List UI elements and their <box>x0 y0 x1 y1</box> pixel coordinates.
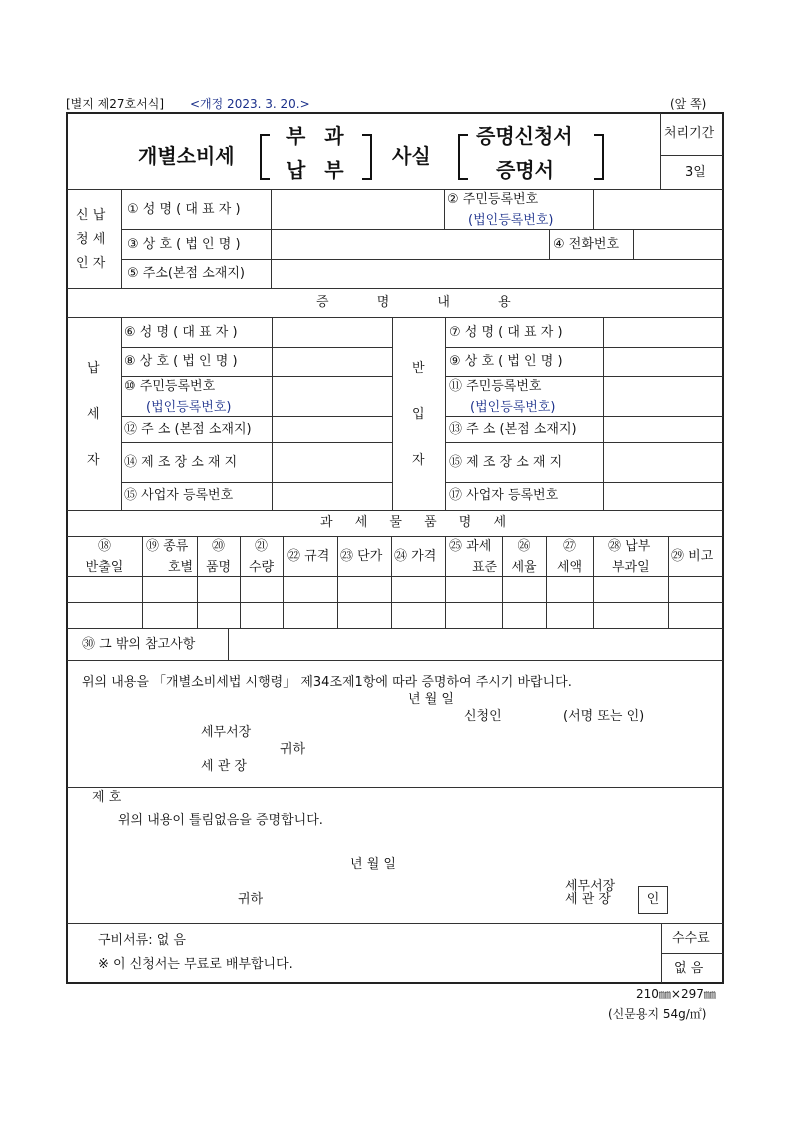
title-option-certificate: 증명서 <box>496 158 554 182</box>
col-header-qty: 수량 <box>248 560 275 575</box>
applicant-sign-label: 신청인 <box>464 709 502 724</box>
applicant-phone-field[interactable] <box>635 231 722 258</box>
required-documents: 구비서류: 없 음 <box>98 933 186 948</box>
taxpayer-section-label-3: 자 <box>87 453 100 468</box>
taxpayer-corp-regno-label: (법인등록번호) <box>146 400 232 415</box>
col-header-tax-rate: 세율 <box>511 560 537 575</box>
free-distribution-note: ※ 이 신청서는 무료로 배부합니다. <box>98 957 293 972</box>
title-bracket-left-1 <box>260 134 270 180</box>
importer-bizno-field[interactable] <box>605 484 722 509</box>
processing-period-value: 3일 <box>685 165 706 180</box>
col-header-tax-amount-no: ㉗ <box>562 539 576 554</box>
col-header-item-no: ⑳ <box>211 539 225 554</box>
request-statement: 위의 내용을 「개별소비세법 시행령」 제34조제1항에 따라 증명하여 주시기 바랍니다. <box>82 675 572 690</box>
importer-address-field[interactable] <box>605 418 722 441</box>
cert-statement: 위의 내용이 틀림없음을 증명합니다. <box>118 813 323 828</box>
processing-period-label: 처리기간 <box>664 126 715 141</box>
applicant-section-label-2: 청 세 <box>76 232 106 247</box>
revision-date: <개정 2023. 3. 20.> <box>190 97 310 111</box>
items-row-2[interactable] <box>67 603 723 628</box>
col-header-remarks: ㉙ 비고 <box>671 549 714 564</box>
paper-type: (신문용지 54g/㎡) <box>608 1007 707 1021</box>
col-header-tax-base-no: ㉕ 과세 <box>449 539 492 554</box>
applicant-section-label-3: 인 자 <box>76 256 106 271</box>
importer-regno-field[interactable] <box>605 378 722 415</box>
importer-bizno-label: ⑰ 사업자 등록번호 <box>449 488 559 503</box>
applicant-name-field[interactable] <box>273 191 443 228</box>
col-header-price: ㉔ 가격 <box>394 549 437 564</box>
request-date: 년 월 일 <box>408 692 454 707</box>
importer-name-label: ⑦ 성 명 ( 대 표 자 ) <box>449 325 563 340</box>
form-number: [별지 제27호서식] <box>66 97 164 111</box>
importer-section-label-1: 반 <box>412 361 425 376</box>
applicant-company-label: ③ 상 호 ( 법 인 명 ) <box>127 237 241 252</box>
title-option-pay: 납 부 <box>286 158 350 182</box>
importer-name-field[interactable] <box>605 319 722 346</box>
taxpayer-company-label: ⑧ 상 호 ( 법 인 명 ) <box>124 354 238 369</box>
request-honorific: 귀하 <box>280 742 306 757</box>
applicant-address-field[interactable] <box>273 261 722 287</box>
col-header-pay-date: 부과일 <box>612 560 650 575</box>
applicant-regno-label: ② 주민등록번호 <box>447 192 539 207</box>
taxpayer-regno-label: ⑩ 주민등록번호 <box>124 379 216 394</box>
importer-company-field[interactable] <box>605 349 722 375</box>
importer-factory-field[interactable] <box>605 444 722 481</box>
col-header-unit-price: ㉓ 단가 <box>340 549 383 564</box>
col-header-spec: ㉒ 규격 <box>287 549 330 564</box>
other-notes-field[interactable] <box>230 630 722 659</box>
importer-factory-label: ⑮ 제 조 장 소 재 지 <box>449 455 563 470</box>
applicant-phone-label: ④ 전화번호 <box>553 237 620 252</box>
taxpayer-section-label-2: 세 <box>87 407 100 422</box>
importer-corp-regno-label: (법인등록번호) <box>470 400 556 415</box>
col-header-item: 품명 <box>205 560 232 575</box>
applicant-name-label: ① 성 명 ( 대 표 자 ) <box>127 202 241 217</box>
title-bracket-right-1 <box>362 134 372 180</box>
cert-number: 제 호 <box>92 790 122 805</box>
cert-honorific: 귀하 <box>238 892 264 907</box>
importer-section-label-3: 자 <box>412 453 425 468</box>
importer-section-label-2: 입 <box>412 407 425 422</box>
col-header-type: 호별 <box>168 560 194 575</box>
title-option-impose: 부 과 <box>286 124 350 148</box>
col-header-export-date-no: ⑱ <box>97 539 111 554</box>
col-header-tax-amount: 세액 <box>556 560 583 575</box>
seal-box: 인 <box>638 886 668 914</box>
items-row-1[interactable] <box>67 577 723 602</box>
items-header: 과 세 물 품 명 세 <box>320 515 516 530</box>
taxpayer-factory-field[interactable] <box>274 444 391 481</box>
paper-size: 210㎜×297㎜ <box>636 987 716 1001</box>
request-addressee-customs: 세 관 장 <box>201 759 247 774</box>
cert-date: 년 월 일 <box>350 857 396 872</box>
cert-issuer-tax-office: 세무서장 <box>565 879 616 894</box>
cert-issuer-customs: 세 관 장 <box>565 892 611 907</box>
page-side: (앞 쪽) <box>670 97 707 111</box>
taxpayer-name-label: ⑥ 성 명 ( 대 표 자 ) <box>124 325 238 340</box>
applicant-corp-regno-label: (법인등록번호) <box>468 213 554 228</box>
taxpayer-company-field[interactable] <box>274 349 391 375</box>
title-fact: 사실 <box>392 144 431 168</box>
applicant-section-label-1: 신 납 <box>76 208 106 223</box>
col-header-tax-base: 표준 <box>472 560 498 575</box>
other-notes-label: ㉚ 그 밖의 참고사항 <box>82 637 196 652</box>
taxpayer-section-label-1: 납 <box>87 361 100 376</box>
taxpayer-name-field[interactable] <box>274 319 391 346</box>
taxpayer-address-field[interactable] <box>274 418 391 441</box>
taxpayer-factory-label: ⑭ 제 조 장 소 재 지 <box>124 455 238 470</box>
col-header-export-date: 반출일 <box>85 560 124 575</box>
applicant-regno-field[interactable] <box>595 191 722 228</box>
col-header-type-no: ⑲ 종류 <box>146 539 189 554</box>
applicant-address-label: ⑤ 주소(본점 소재지) <box>127 266 245 281</box>
taxpayer-bizno-field[interactable] <box>274 484 391 509</box>
taxpayer-bizno-label: ⑮ 사업자 등록번호 <box>124 488 234 503</box>
importer-company-label: ⑨ 상 호 ( 법 인 명 ) <box>449 354 563 369</box>
col-header-qty-no: ㉑ <box>254 539 268 554</box>
fee-label: 수수료 <box>672 931 710 946</box>
taxpayer-regno-field[interactable] <box>274 378 391 415</box>
applicant-company-field[interactable] <box>273 231 548 258</box>
cert-content-header: 증 명 내 용 <box>316 295 533 310</box>
fee-value: 없 음 <box>674 961 704 976</box>
importer-address-label: ⑬ 주 소 (본점 소재지) <box>449 422 577 437</box>
col-header-pay-date-no: ㉘ 납부 <box>608 539 651 554</box>
applicant-sign-hint: (서명 또는 인) <box>563 709 645 724</box>
importer-regno-label: ⑪ 주민등록번호 <box>449 379 542 394</box>
title-bracket-right-2 <box>594 134 604 180</box>
title-option-application: 증명신청서 <box>476 124 573 148</box>
title-main: 개별소비세 <box>138 144 235 168</box>
col-header-tax-rate-no: ㉖ <box>517 539 531 554</box>
title-bracket-left-2 <box>458 134 468 180</box>
request-addressee-tax-office: 세무서장 <box>201 725 252 740</box>
taxpayer-address-label: ⑫ 주 소 (본점 소재지) <box>124 422 252 437</box>
